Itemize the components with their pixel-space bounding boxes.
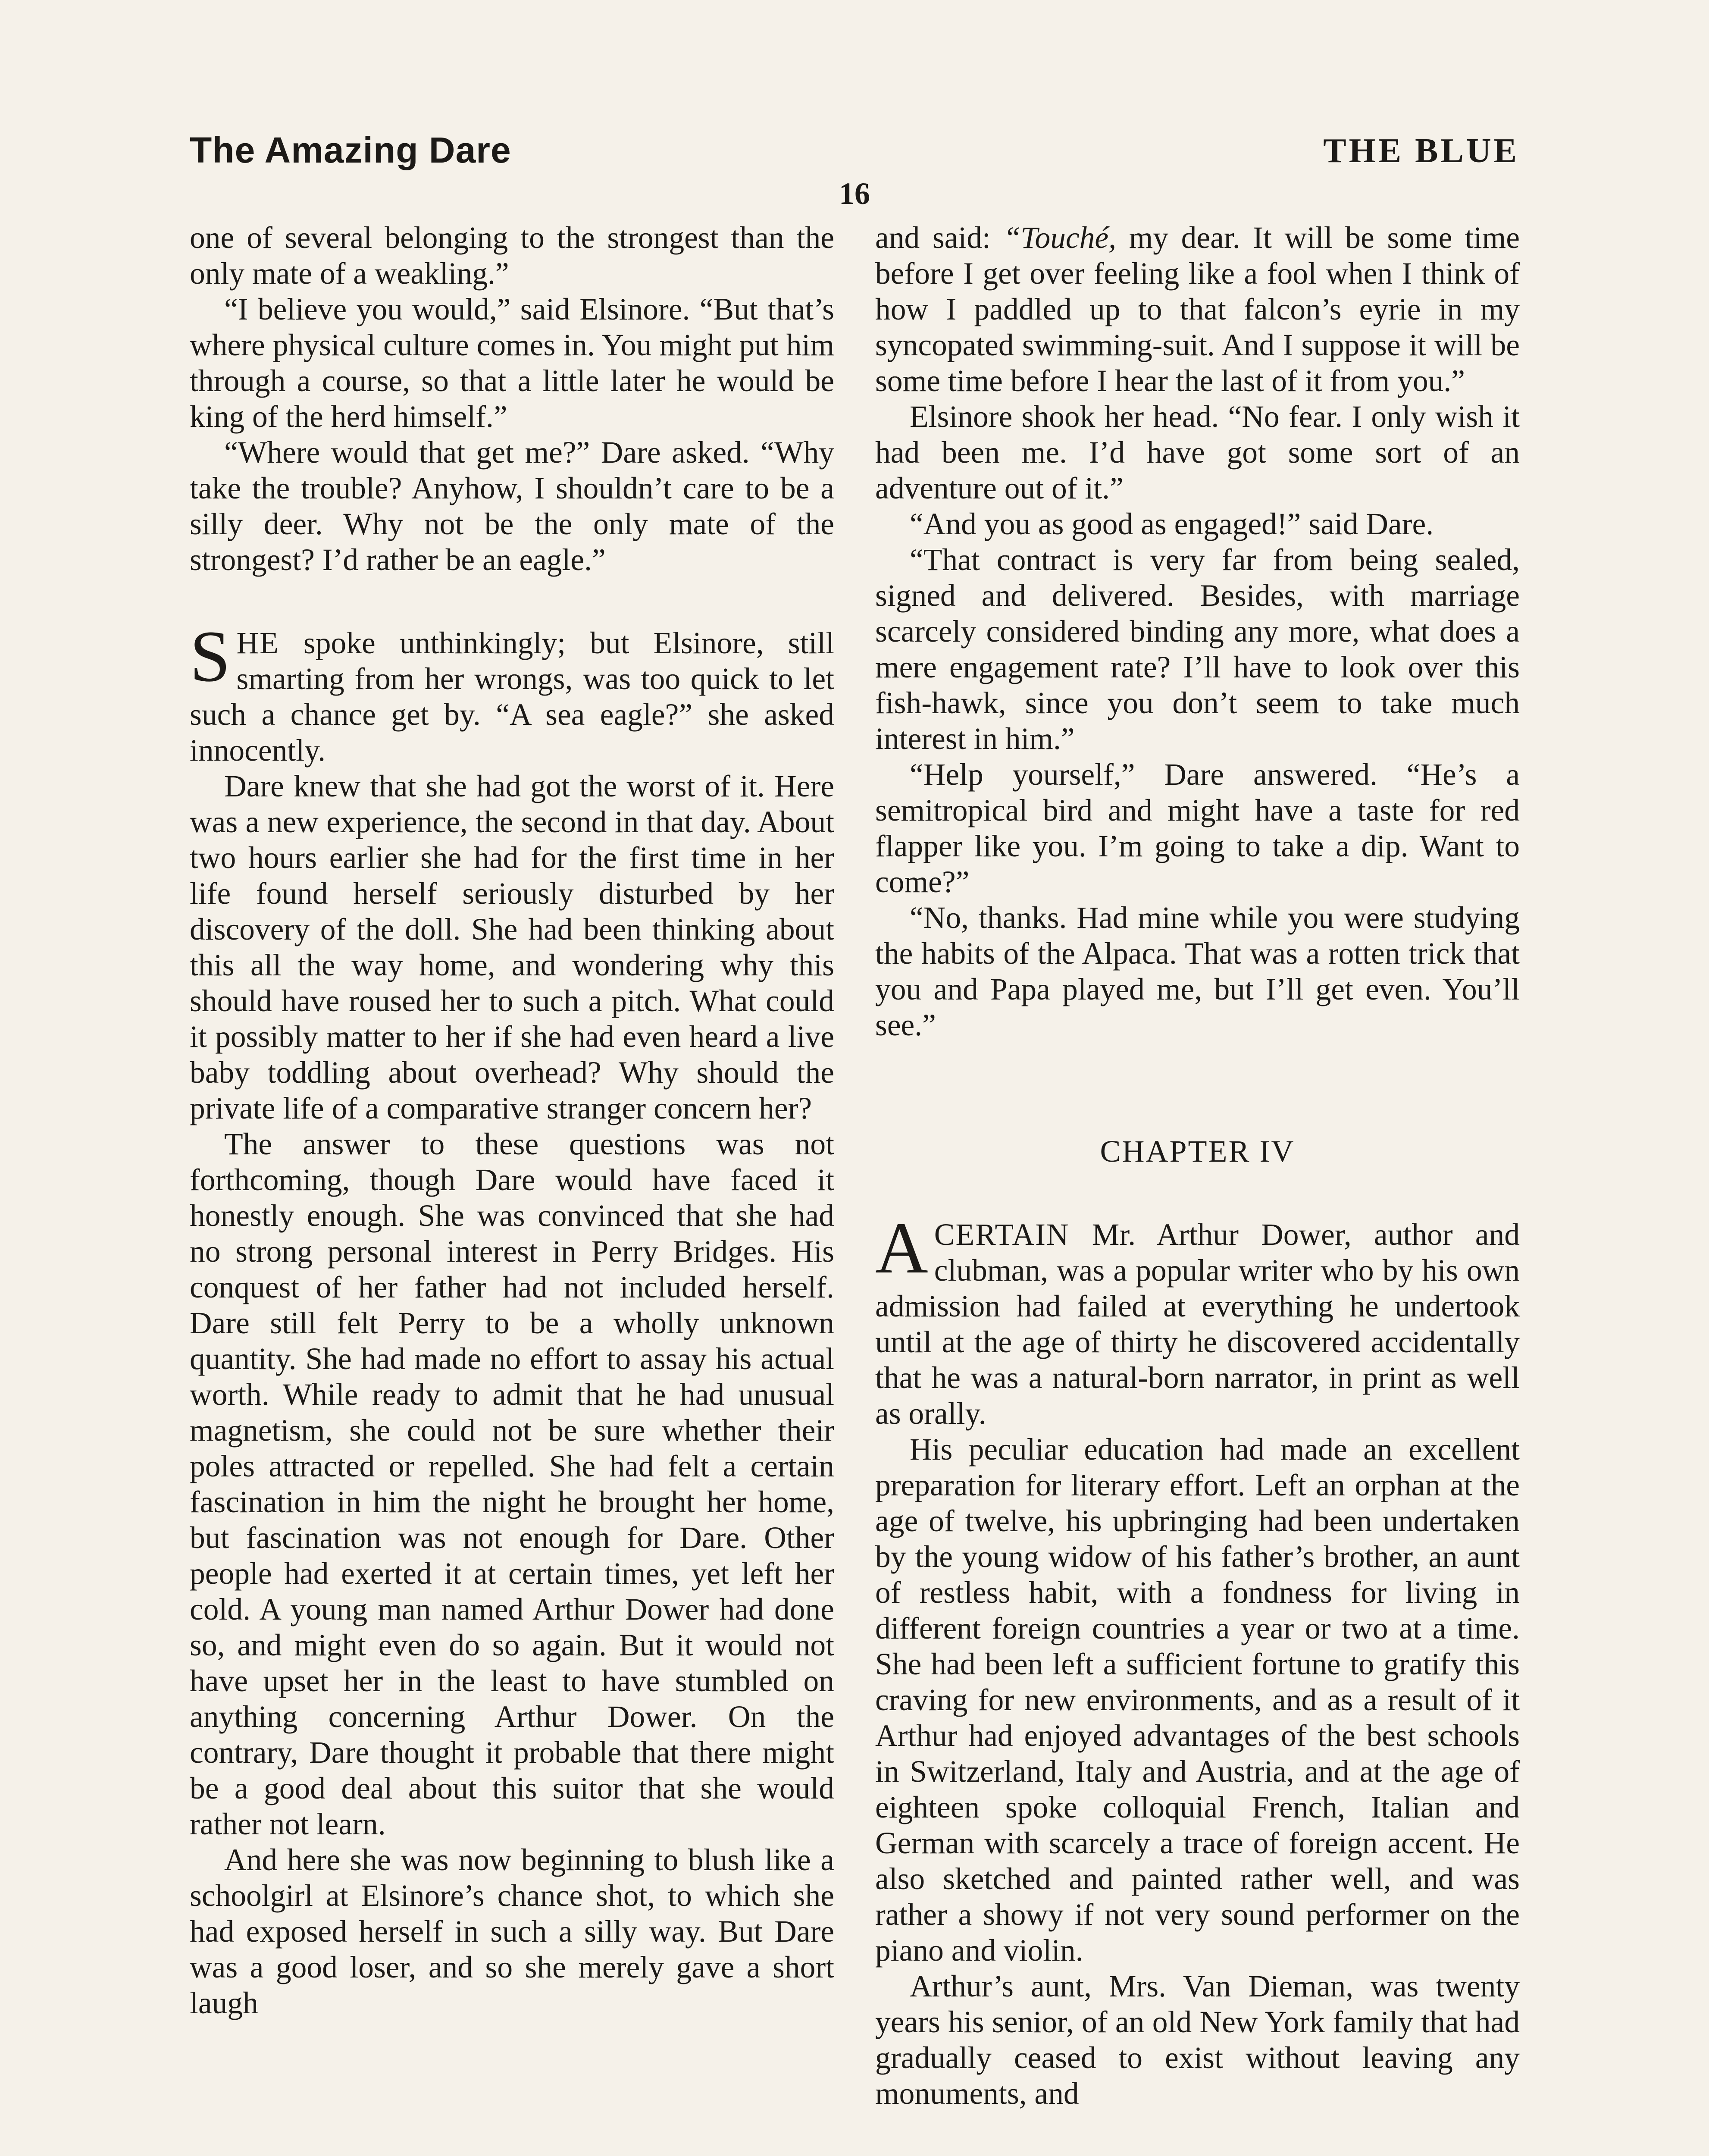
paragraph: “And you as good as engaged!” said Dare. (910, 507, 1434, 541)
paragraph-text: my dear. It will be some time before I get over feeling like a fool when I think of how I paddled up to that falcon’s eyrie in my syncopated swimming-suit. And I suppose it will be some time before I hear the last of it from you.” (875, 221, 1520, 398)
small-caps-lead: HE (236, 626, 279, 660)
paragraph: Dare knew that she had got the worst of it. Here was a new experience, the second in that day. About two hours earlier she had for the first time in her life found herself seriously disturbed by her discovery of the doll. She had been thinking about this all the way home, and wondering why this should have roused her to such a pitch. What could it possibly matter to her if she had even heard a live baby toddling about overhead? Why should the private life of a comparative stranger concern her? (190, 769, 834, 1125)
paragraph: “Where would that get me?” Dare asked. “Why take the trouble? Anyhow, I shouldn’t care to be a silly deer. Why not be the only mate of the strongest? I’d rather be an eagle.” (190, 436, 834, 577)
paragraph: Elsinore shook her head. “No fear. I only wish it had been me. I’d have got some sort of an adventure out of it.” (875, 400, 1520, 505)
paragraph (875, 220, 1520, 399)
drop-cap: S (190, 616, 231, 697)
paragraph: “Help yourself,” Dare answered. “He’s a semitropical bird and might have a taste for red flapper like you. I’m going to take a dip. Want to come?” (875, 758, 1520, 899)
paragraph-text: spoke unthinkingly; but Elsinore, still smarting from her wrongs, was too quick to let such a chance get by. “A sea eagle?” she asked innocently. (190, 626, 834, 768)
paragraph: “I believe you would,” said Elsinore. “But that’s where physical culture comes in. You might put him through a course, so that a little later he would be king of the herd himself.” (190, 292, 834, 434)
right-column (875, 220, 1520, 2112)
paragraph: Arthur’s aunt, Mrs. Van Dieman, was twenty years his senior, of an old New York family that had gradually ceased to exist without leaving any monuments, and (875, 1969, 1520, 2111)
chapter-heading: CHAPTER IV (1100, 1134, 1295, 1169)
paragraph: one of several belonging to the strongest than the only mate of a weakling.” (190, 221, 834, 291)
paragraph: “No, thanks. Had mine while you were studying the habits of the Alpaca. That was a rotten trick that you and Papa played me, but I’ll get even. You’ll see.” (875, 901, 1520, 1042)
left-column (190, 220, 834, 2021)
paragraph-text: and said: (875, 221, 1004, 255)
page-number: 16 (839, 176, 870, 211)
section-paragraph (875, 1207, 1520, 1432)
paragraph: And here she was now beginning to blush like a schoolgirl at Elsinore’s chance shot, to which she had exposed herself in such a silly way. But Dare was a good loser, and so she merely gave a short laugh (190, 1843, 834, 2020)
paragraph: His peculiar education had made an excellent preparation for literary effort. Left an orphan at the age of twelve, his upbringing had been undertaken by the young widow of his father’s brother, an aunt of restless habit, with a fondness for living in different foreign countries a year or two at a time. She had been left a sufficient fortune to gratify this craving for new environments, and as a result of it Arthur had enjoyed advantages of the best schools in Switzerland, Italy and Austria, and at the age of eighteen spoke colloquial French, Italian and German with scarcely a trace of foreign accent. He also sketched and painted rather well, and was rather a showy if not very sound performer on the piano and violin. (875, 1432, 1520, 1968)
running-title: The Amazing Dare (190, 130, 511, 170)
paragraph-text: Mr. Arthur Dower, author and clubman, was a popular writer who by his own admission had failed at everything he undertook until at the age of thirty he discovered accidentally that he was a natural-born narrator, in print as well as orally. (875, 1218, 1520, 1431)
paragraph: The answer to these questions was not forthcoming, though Dare would have faced it honestly enough. She was convinced that she had no strong personal interest in Perry Bridges. His conquest of her father had not included herself. Dare still felt Perry to be a wholly unknown quantity. She had made no effort to assay his actual worth. While ready to admit that he had unusual magnetism, she could not be sure whether their poles attracted or repelled. She had felt a certain fascination in him the night he brought her home, but fascination was not enough for Dare. Other people had exerted it at certain times, yet left her cold. A young man named Arthur Dower had done so, and might even do so again. But it would not have upset her in the least to have stumbled on anything concerning Arthur Dower. On the contrary, Dare thought it probable that there might be a good deal about this suitor that she would rather not learn. (190, 1127, 834, 1841)
magazine-name: THE BLUE (1323, 132, 1519, 170)
italic-text: “Touché, (1003, 221, 1117, 255)
small-caps-lead: CERTAIN (934, 1218, 1070, 1252)
drop-cap: A (875, 1207, 928, 1288)
paragraph: “That contract is very far from being sealed, signed and delivered. Besides, with marriage scarcely considered binding any more, what does a mere engagement rate? I’ll have to look over this fish-hawk, since you don’t seem to take much interest in him.” (875, 543, 1520, 756)
section-paragraph (190, 616, 834, 768)
